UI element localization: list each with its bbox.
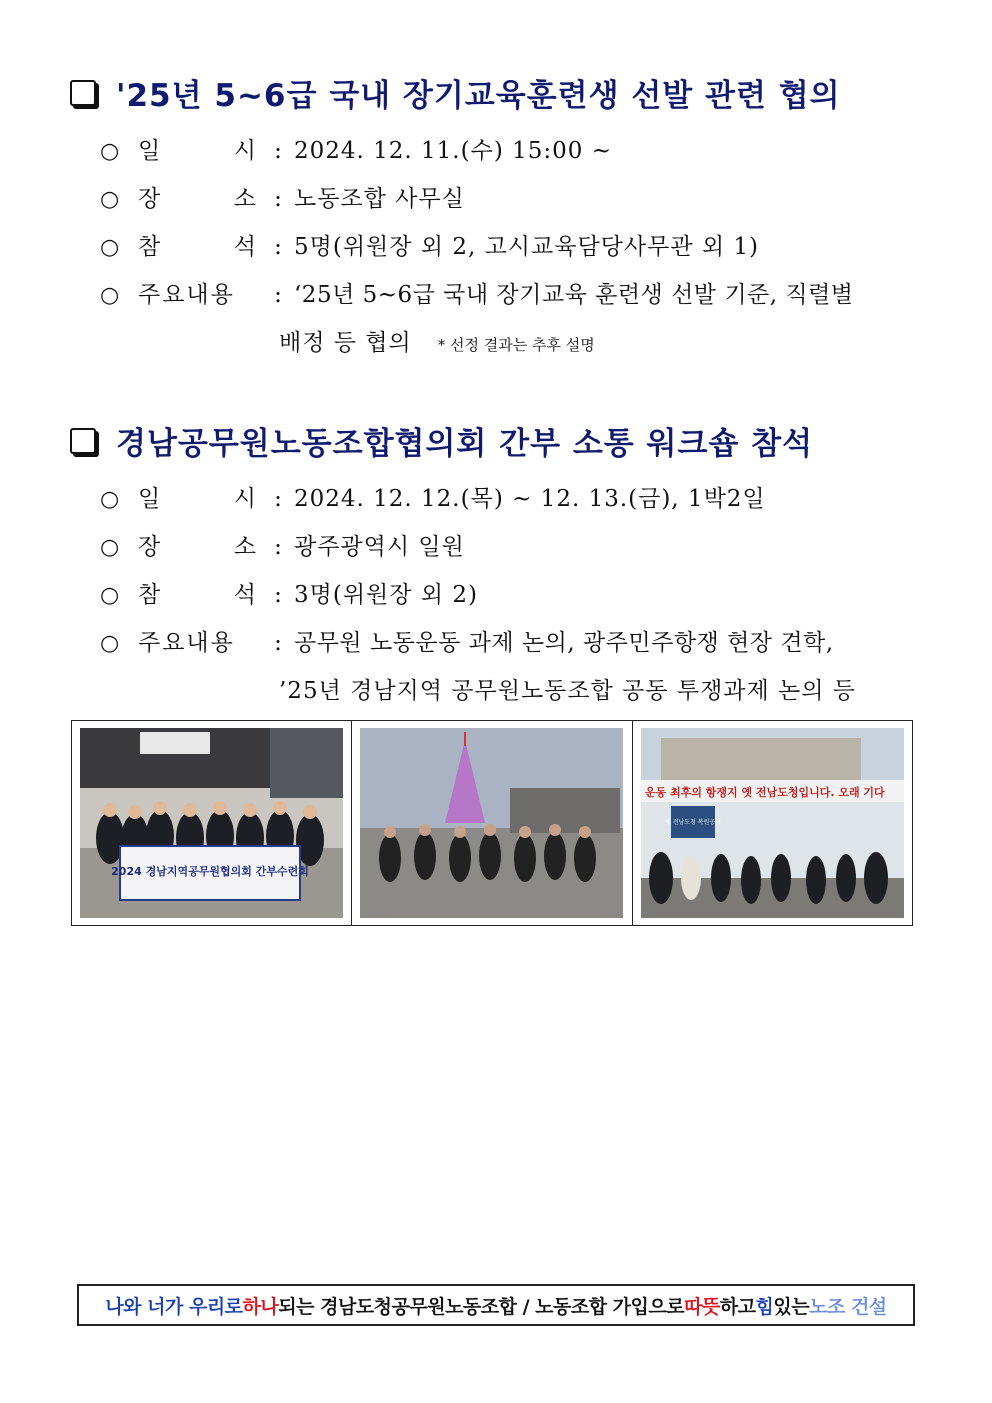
row-label: 장 소 bbox=[138, 186, 258, 212]
note-text: * 선정 결과는 추후 설명 bbox=[437, 336, 595, 354]
photo-cell-2 bbox=[352, 721, 632, 925]
circle-bullet-icon: ○ bbox=[100, 235, 120, 260]
photo-cell-3 bbox=[633, 721, 912, 925]
row-value: 2024. 12. 12.(목) ~ 12. 13.(금), 1박2일 bbox=[294, 486, 766, 512]
slogan-part: 하고 bbox=[719, 1295, 756, 1318]
checkbox-icon bbox=[70, 428, 96, 454]
row-value: 공무원 노동운동 과제 논의, 광주민주항쟁 현장 견학, bbox=[294, 630, 834, 656]
section2-title-text: 경남공무원노동조합협의회 간부 소통 워크숍 참석 bbox=[116, 426, 814, 462]
row-label: 장 소 bbox=[138, 534, 258, 560]
row-label: 참 석 bbox=[138, 234, 258, 260]
section2-title bbox=[70, 418, 813, 463]
row-value: ‘25년 5~6급 국내 장기교육 훈련생 선발 기준, 직렬별 bbox=[294, 282, 854, 308]
row-label: 일 시 bbox=[138, 486, 258, 512]
section1-title bbox=[70, 70, 841, 115]
row-label: 주요내용 bbox=[138, 282, 235, 308]
photo-group-plaza bbox=[360, 728, 623, 918]
slogan-part: 나와 너가 우리로 bbox=[105, 1295, 243, 1318]
photo-table bbox=[71, 720, 913, 926]
row-label: 일 시 bbox=[138, 138, 258, 164]
circle-bullet-icon: ○ bbox=[100, 631, 120, 656]
row-label: 참 석 bbox=[138, 582, 258, 608]
photo-group-indoor bbox=[80, 728, 343, 918]
circle-bullet-icon: ○ bbox=[100, 187, 120, 212]
circle-bullet-icon: ○ bbox=[100, 283, 120, 308]
row-value: 노동조합 사무실 bbox=[294, 186, 465, 212]
section1-row-content: ○ 주요내용 : ‘25년 5~6급 국내 장기교육 훈련생 선발 기준, 직렬별 bbox=[100, 276, 854, 309]
row-value: 5명(위원장 외 2, 고시교육담당사무관 외 1) bbox=[294, 234, 759, 260]
section1-row-attendees: ○ 참 석 : 5명(위원장 외 2, 고시교육담당사무관 외 1) bbox=[100, 228, 759, 261]
checkbox-icon bbox=[70, 80, 96, 106]
photo3-sign-text: 운동 최후의 항쟁지 옛 전남도청입니다. 오래 기다 bbox=[644, 786, 885, 799]
row-label: 주요내용 bbox=[138, 630, 235, 656]
circle-bullet-icon: ○ bbox=[100, 583, 120, 608]
slogan-part: 있는 bbox=[773, 1295, 810, 1318]
slogan-part: 따뜻 bbox=[684, 1295, 720, 1318]
photo-cell-1 bbox=[72, 721, 352, 925]
section1-content-continuation: 배정 등 협의 * 선정 결과는 추후 설명 bbox=[279, 330, 595, 356]
slogan-part: 하나 bbox=[242, 1295, 279, 1318]
section2-row-place: ○ 장 소 : 광주광역시 일원 bbox=[100, 528, 465, 561]
slogan-part: 노조 건설 bbox=[809, 1295, 887, 1318]
slogan-part: 되는 경남도청공무원노동조합 / 노동조합 가입으로 bbox=[278, 1295, 685, 1318]
row-value: 3명(위원장 외 2) bbox=[294, 582, 478, 608]
photo-former-provincial-office bbox=[641, 728, 904, 918]
section1-row-place: ○ 장 소 : 노동조합 사무실 bbox=[100, 180, 465, 213]
row-value: 2024. 12. 11.(수) 15:00 ~ bbox=[294, 138, 612, 164]
slogan-banner bbox=[77, 1284, 915, 1326]
circle-bullet-icon: ○ bbox=[100, 535, 120, 560]
section2-row-date: ○ 일 시 : 2024. 12. 12.(목) ~ 12. 13.(금), 1박2일 bbox=[100, 480, 766, 513]
section1-row-date: ○ 일 시 : 2024. 12. 11.(수) 15:00 ~ bbox=[100, 132, 612, 165]
section2-row-content: ○ 주요내용 : 공무원 노동운동 과제 논의, 광주민주항쟁 현장 견학, bbox=[100, 624, 834, 657]
slogan-part: 힘 bbox=[755, 1295, 774, 1318]
photo1-banner-text: 2024 경남지역공무원협의회 간부수련회 bbox=[111, 865, 309, 878]
circle-bullet-icon: ○ bbox=[100, 487, 120, 512]
section1-title-text: '25년 5~6급 국내 장기교육훈련생 선발 관련 협의 bbox=[116, 78, 841, 114]
section2-row-attendees: ○ 참 석 : 3명(위원장 외 2) bbox=[100, 576, 478, 609]
section2-content-continuation: ’25년 경남지역 공무원노동조합 공동 투쟁과제 논의 등 bbox=[279, 678, 857, 704]
row-value: 광주광역시 일원 bbox=[294, 534, 465, 560]
circle-bullet-icon: ○ bbox=[100, 139, 120, 164]
photo3-board-text: 옛 전남도청 복원공사 bbox=[664, 819, 721, 826]
